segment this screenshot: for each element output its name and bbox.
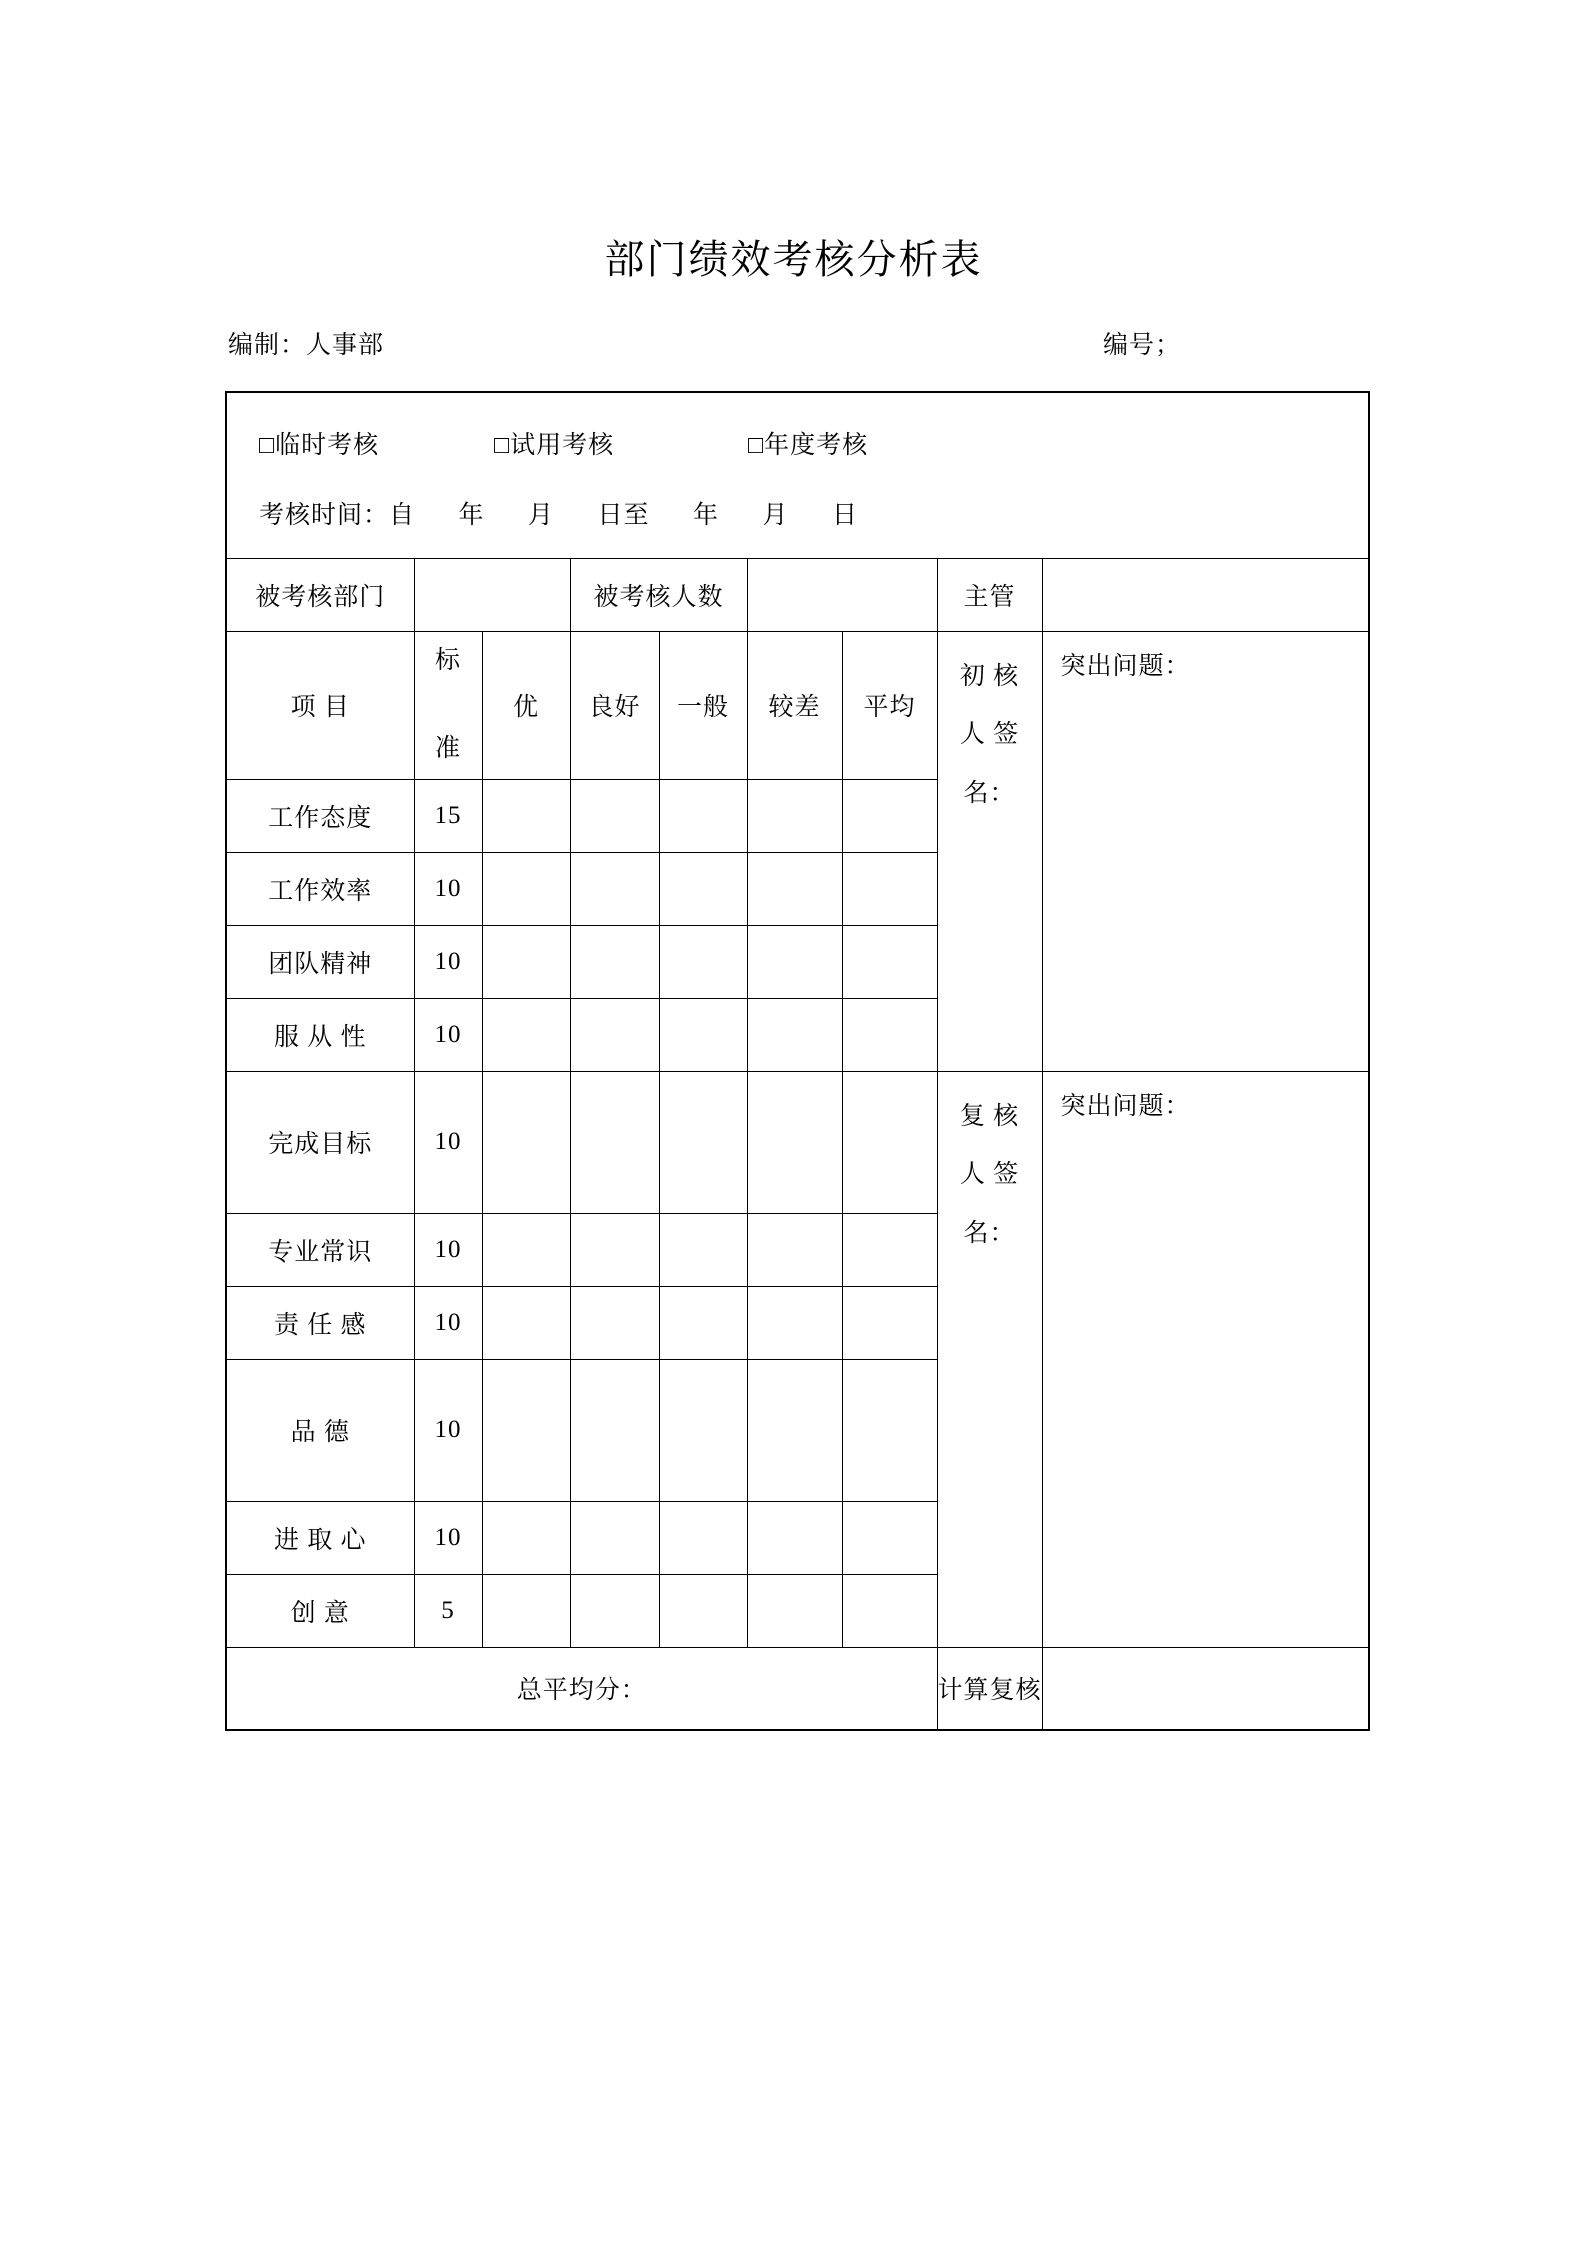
checkbox-probation-assessment[interactable]: □试用考核	[494, 432, 615, 459]
row-average[interactable]	[659, 1501, 747, 1574]
row-good[interactable]	[570, 779, 659, 852]
row-excellent[interactable]	[482, 1501, 570, 1574]
row-good[interactable]	[570, 1071, 659, 1213]
header-excellent: 优	[482, 631, 570, 779]
headcount-value-cell[interactable]	[747, 558, 937, 631]
row-mean[interactable]	[842, 1071, 937, 1213]
second-review-line3: 名：	[963, 1220, 1016, 1247]
row-poor[interactable]	[747, 852, 842, 925]
row-average[interactable]	[659, 1359, 747, 1501]
first-review-line3: 名：	[963, 780, 1016, 807]
row-poor[interactable]	[747, 1359, 842, 1501]
row-standard: 10	[414, 1213, 482, 1286]
total-average-label: 总平均分：	[227, 1647, 937, 1729]
first-review-issues-cell[interactable]: 突出问题：	[1042, 631, 1368, 1071]
second-review-line1: 复 核	[959, 1102, 1020, 1130]
department-row	[227, 558, 1368, 631]
row-excellent[interactable]	[482, 852, 570, 925]
row-average[interactable]	[659, 852, 747, 925]
row-mean[interactable]	[842, 998, 937, 1071]
assessment-type-row	[227, 393, 1368, 558]
row-item-label: 工作态度	[227, 779, 414, 852]
row-item-label: 创 意	[227, 1574, 414, 1647]
row-average[interactable]	[659, 779, 747, 852]
row-mean[interactable]	[842, 779, 937, 852]
row-average[interactable]	[659, 1071, 747, 1213]
row-excellent[interactable]	[482, 779, 570, 852]
calc-review-label: 计算复核	[937, 1647, 1042, 1729]
row-mean[interactable]	[842, 1286, 937, 1359]
row-average[interactable]	[659, 925, 747, 998]
row-good[interactable]	[570, 1574, 659, 1647]
header-standard-char1: 标	[434, 647, 461, 675]
row-average[interactable]	[659, 998, 747, 1071]
row-standard: 10	[414, 1359, 482, 1501]
row-good[interactable]	[570, 1501, 659, 1574]
row-item-label: 进 取 心	[227, 1501, 414, 1574]
row-item-label: 责 任 感	[227, 1286, 414, 1359]
checkbox-annual-assessment[interactable]: □年度考核	[748, 432, 869, 459]
supervisor-value-cell[interactable]	[1042, 558, 1368, 631]
row-standard: 10	[414, 852, 482, 925]
row-standard: 10	[414, 998, 482, 1071]
row-good[interactable]	[570, 1286, 659, 1359]
row-average[interactable]	[659, 1213, 747, 1286]
supervisor-label-cell: 主管	[937, 558, 1042, 631]
header-mean: 平均	[842, 631, 937, 779]
first-review-signature-cell[interactable]	[937, 631, 1042, 1071]
row-mean[interactable]	[842, 1213, 937, 1286]
scoring-header-row	[227, 631, 1368, 779]
row-standard: 15	[414, 779, 482, 852]
row-excellent[interactable]	[482, 925, 570, 998]
row-excellent[interactable]	[482, 998, 570, 1071]
header-item	[227, 631, 414, 779]
row-poor[interactable]	[747, 1501, 842, 1574]
row-item-label: 专业常识	[227, 1213, 414, 1286]
row-item-label: 工作效率	[227, 852, 414, 925]
dept-value-cell[interactable]	[414, 558, 570, 631]
header-standard	[414, 631, 482, 779]
row-standard: 10	[414, 925, 482, 998]
row-excellent[interactable]	[482, 1574, 570, 1647]
row-good[interactable]	[570, 1359, 659, 1501]
header-poor: 较差	[747, 631, 842, 779]
first-review-line2: 人 签	[959, 721, 1020, 749]
row-average[interactable]	[659, 1286, 747, 1359]
page-title: 部门绩效考核分析表	[604, 238, 983, 282]
row-good[interactable]	[570, 998, 659, 1071]
totals-row	[227, 1647, 1368, 1729]
first-review-line1: 初 核	[959, 662, 1020, 690]
header-good: 良好	[570, 631, 659, 779]
row-poor[interactable]	[747, 925, 842, 998]
row-item-label: 完成目标	[227, 1071, 414, 1213]
prepared-by-label: 编制：人事部	[228, 332, 385, 359]
assessment-type-cell	[227, 393, 1368, 558]
row-average[interactable]	[659, 1574, 747, 1647]
row-poor[interactable]	[747, 998, 842, 1071]
row-good[interactable]	[570, 925, 659, 998]
row-mean[interactable]	[842, 925, 937, 998]
row-poor[interactable]	[747, 1071, 842, 1213]
row-excellent[interactable]	[482, 1286, 570, 1359]
row-mean[interactable]	[842, 1501, 937, 1574]
row-mean[interactable]	[842, 1359, 937, 1501]
second-review-issues-cell[interactable]: 突出问题：	[1042, 1071, 1368, 1647]
document-number-label: 编号；	[1103, 332, 1182, 359]
dept-label-cell: 被考核部门	[227, 558, 414, 631]
table-row	[227, 1071, 1368, 1213]
evaluation-table	[225, 391, 1370, 1731]
row-standard: 10	[414, 1286, 482, 1359]
row-standard: 5	[414, 1574, 482, 1647]
second-review-line2: 人 签	[959, 1161, 1020, 1189]
header-item-label: 项 目	[290, 694, 350, 721]
row-standard: 10	[414, 1071, 482, 1213]
row-excellent[interactable]	[482, 1359, 570, 1501]
row-item-label: 品 德	[227, 1359, 414, 1501]
row-poor[interactable]	[747, 1574, 842, 1647]
row-excellent[interactable]	[482, 1071, 570, 1213]
row-mean[interactable]	[842, 852, 937, 925]
row-poor[interactable]	[747, 779, 842, 852]
row-item-label: 服 从 性	[227, 998, 414, 1071]
row-poor[interactable]	[747, 1286, 842, 1359]
header-standard-char2: 准	[434, 734, 461, 762]
row-poor[interactable]	[747, 1213, 842, 1286]
row-good[interactable]	[570, 1213, 659, 1286]
checkbox-temporary-assessment[interactable]: □临时考核	[259, 432, 380, 459]
row-item-label: 团队精神	[227, 925, 414, 998]
row-excellent[interactable]	[482, 1213, 570, 1286]
calc-review-value[interactable]	[1042, 1647, 1368, 1729]
row-mean[interactable]	[842, 1574, 937, 1647]
row-standard: 10	[414, 1501, 482, 1574]
row-good[interactable]	[570, 852, 659, 925]
assessment-period-line[interactable]: 考核时间：自 年 月 日至 年 月 日	[259, 502, 859, 529]
headcount-label-cell: 被考核人数	[570, 558, 747, 631]
header-average: 一般	[659, 631, 747, 779]
second-review-signature-cell[interactable]	[937, 1071, 1042, 1647]
